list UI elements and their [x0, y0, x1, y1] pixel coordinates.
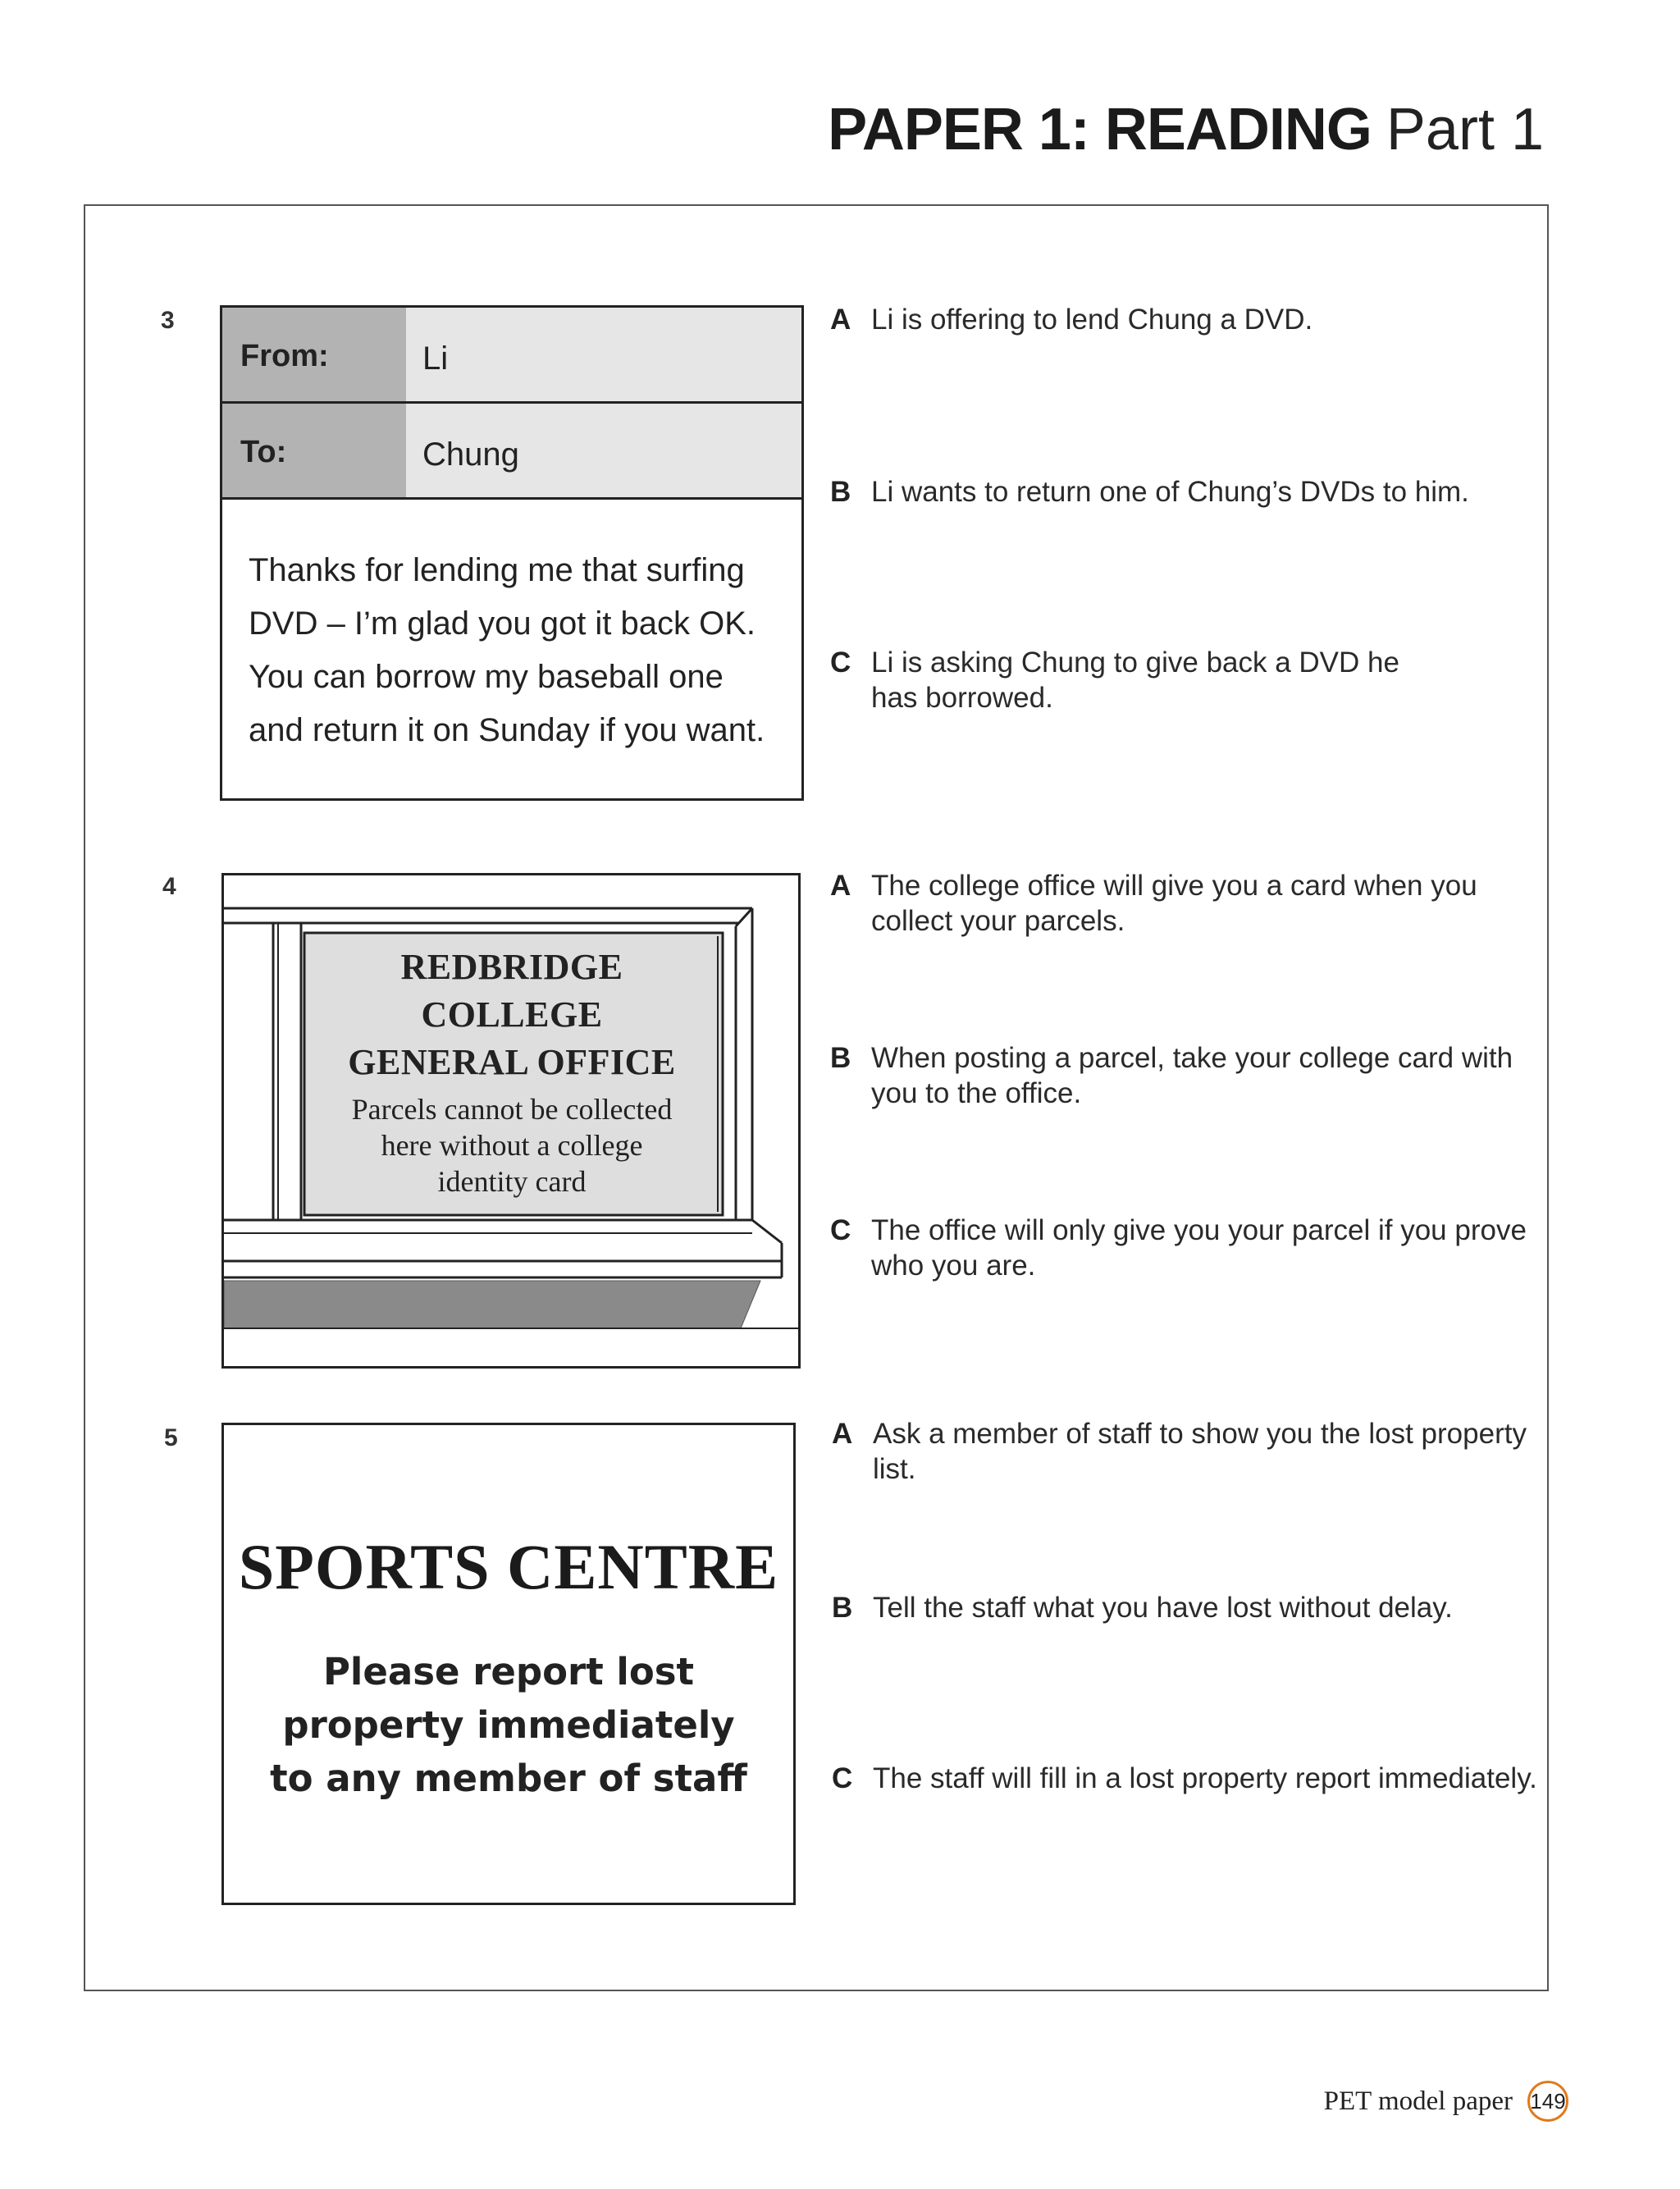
from-value: Li: [422, 340, 449, 377]
notice-line: Please report lost: [322, 1650, 695, 1693]
option-4c[interactable]: [830, 1213, 1536, 1283]
message-line: DVD – I’m glad you got it back OK.: [249, 606, 756, 642]
sign-heading-line: REDBRIDGE: [400, 947, 623, 987]
option-text: The staff will fill in a lost property report immediately.: [873, 1762, 1537, 1794]
option-4a[interactable]: [830, 868, 1486, 939]
option-text: Li is asking Chung to give back a DVD he has borrowed.: [871, 647, 1399, 714]
notice-body: [240, 1645, 777, 1805]
option-letter: C: [830, 1214, 851, 1246]
question-number-3: 3: [161, 307, 175, 334]
option-letter: B: [830, 476, 851, 508]
option-3a[interactable]: [830, 302, 1536, 337]
part-label: Part 1: [1386, 97, 1544, 162]
option-5a[interactable]: [832, 1416, 1537, 1487]
message-line: You can borrow my baseball one: [249, 659, 724, 695]
sign-heading-line: GENERAL OFFICE: [348, 1042, 676, 1082]
option-letter: A: [830, 870, 851, 902]
option-4b[interactable]: [830, 1040, 1519, 1111]
question-number-4: 4: [162, 873, 176, 900]
question-number-5: 5: [164, 1424, 178, 1451]
from-row: [222, 308, 801, 404]
sign-body-line: Parcels cannot be collected: [351, 1093, 673, 1126]
college-office-sign: [307, 944, 717, 1200]
notice-heading: SPORTS CENTRE: [238, 1531, 779, 1602]
option-text: The college office will give you a card when you collect your parcels.: [871, 870, 1477, 937]
option-letter: C: [830, 647, 851, 679]
option-text: Ask a member of staff to show you the lost property list.: [873, 1418, 1527, 1485]
sign-heading-line: COLLEGE: [421, 994, 603, 1035]
option-letter: C: [832, 1762, 853, 1794]
notice-line: to any member of staff: [270, 1757, 747, 1800]
option-3c[interactable]: [830, 645, 1454, 715]
page-footer: [1324, 2081, 1568, 2122]
option-text: Li is offering to lend Chung a DVD.: [871, 304, 1313, 336]
sign-body-line: identity card: [437, 1165, 587, 1198]
option-5b[interactable]: [832, 1590, 1537, 1625]
message-line: and return it on Sunday if you want.: [249, 712, 765, 748]
page-title: [828, 97, 1544, 162]
page-number-badge: 149: [1527, 2081, 1568, 2122]
option-text: When posting a parcel, take your college card with you to the office.: [871, 1042, 1513, 1109]
option-5c[interactable]: [832, 1761, 1554, 1796]
option-text: Li wants to return one of Chung’s DVDs to him.: [871, 476, 1469, 508]
footer-label: PET model paper: [1323, 2086, 1513, 2116]
option-text: Tell the staff what you have lost without delay.: [873, 1592, 1453, 1624]
option-letter: B: [832, 1592, 853, 1624]
option-3b[interactable]: [830, 474, 1536, 510]
option-letter: A: [830, 304, 851, 336]
to-label: To:: [240, 435, 287, 469]
sign-body-line: here without a college: [381, 1129, 643, 1162]
notice-line: property immediately: [282, 1703, 735, 1747]
message-card: [220, 305, 804, 801]
sports-centre-notice: [221, 1423, 796, 1905]
message-body: [249, 544, 790, 757]
paper-title: PAPER 1: READING: [828, 97, 1372, 162]
from-label: From:: [240, 339, 329, 373]
to-row: [222, 404, 801, 500]
option-letter: B: [830, 1042, 851, 1074]
message-line: Thanks for lending me that surfing: [249, 552, 745, 588]
option-text: The office will only give you your parcel if you prove who you are.: [871, 1214, 1527, 1282]
to-value: Chung: [422, 436, 519, 473]
option-letter: A: [832, 1418, 853, 1450]
